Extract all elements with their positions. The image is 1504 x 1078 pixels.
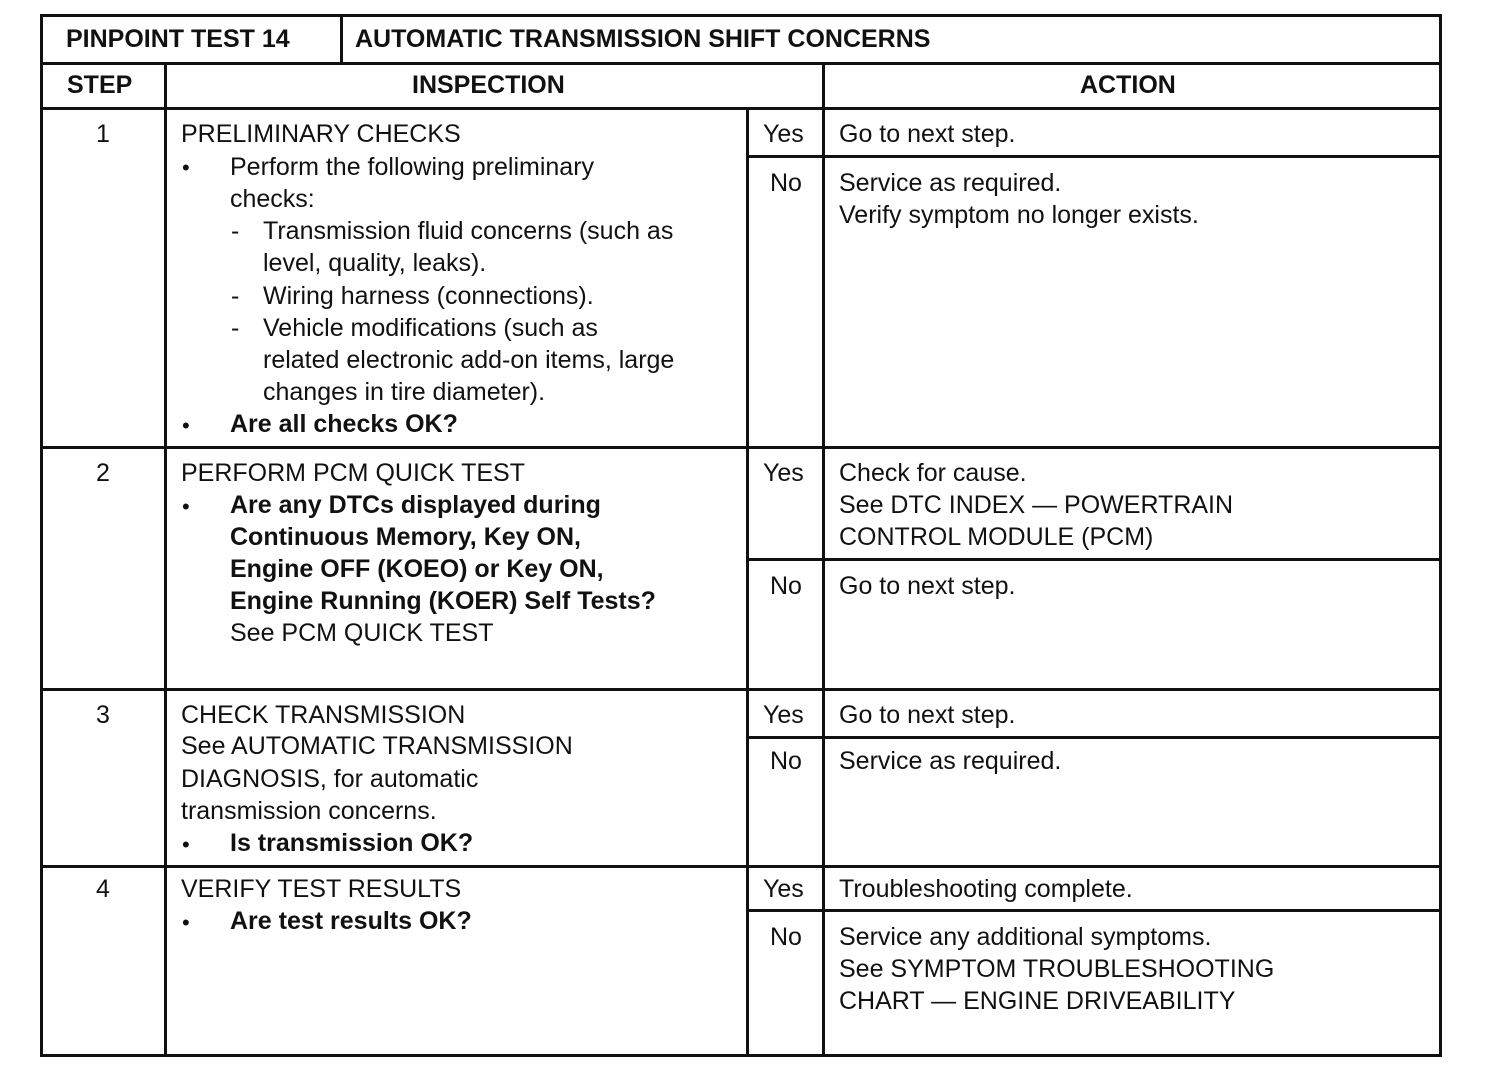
step1-bullet-2: • xyxy=(182,413,190,438)
step2-see-reference: See PCM QUICK TEST xyxy=(230,619,494,647)
rule-step2-yes-no xyxy=(748,558,1442,561)
step1-sub1-line1: Transmission fluid concerns (such as xyxy=(263,217,674,245)
step1-yes-action-1: Go to next step. xyxy=(839,120,1016,148)
rule-below-step3 xyxy=(40,865,1442,868)
column-header-action: ACTION xyxy=(1080,71,1176,99)
step2-question-line3: Engine OFF (KOEO) or Key ON, xyxy=(230,555,604,583)
rule-below-step1 xyxy=(40,446,1442,449)
step4-question: Are test results OK? xyxy=(230,907,472,935)
step-number-4: 4 xyxy=(96,875,110,903)
step1-question: Are all checks OK? xyxy=(230,410,458,438)
step2-question-line1: Are any DTCs displayed during xyxy=(230,491,601,519)
step2-title: PERFORM PCM QUICK TEST xyxy=(181,459,526,487)
pinpoint-test-title: AUTOMATIC TRANSMISSION SHIFT CONCERNS xyxy=(355,25,931,53)
step1-dash-3: - xyxy=(231,314,240,342)
step3-no-label: No xyxy=(770,747,802,775)
rule-answer-action xyxy=(822,62,825,1057)
step3-title: CHECK TRANSMISSION xyxy=(181,701,466,729)
step-number-2: 2 xyxy=(96,459,110,487)
step2-yes-action-2: See DTC INDEX — POWERTRAIN xyxy=(839,491,1234,519)
step2-yes-action-3: CONTROL MODULE (PCM) xyxy=(839,523,1154,551)
step4-title: VERIFY TEST RESULTS xyxy=(181,875,462,903)
step4-no-action-1: Service any additional symptoms. xyxy=(839,923,1212,951)
step1-bullet1-line1: Perform the following preliminary xyxy=(230,153,595,181)
step2-question-line4: Engine Running (KOER) Self Tests? xyxy=(230,587,656,615)
rule-below-title xyxy=(40,62,1442,65)
step3-body-line1: See AUTOMATIC TRANSMISSION xyxy=(181,732,573,760)
rule-step-column xyxy=(164,62,167,1057)
rule-title-divider xyxy=(340,14,343,64)
step1-dash-2: - xyxy=(231,282,240,310)
pinpoint-test-id: PINPOINT TEST 14 xyxy=(66,25,290,53)
step4-yes-label: Yes xyxy=(763,875,804,903)
rule-below-step2 xyxy=(40,688,1442,691)
step1-dash-1: - xyxy=(231,217,240,245)
step1-bullet1-line2: checks: xyxy=(230,185,315,213)
rule-step1-yes-no xyxy=(748,155,1442,158)
rule-step4-yes-no xyxy=(748,909,1442,912)
step4-no-label: No xyxy=(770,923,802,951)
step1-sub3-line2: related electronic add-on items, large xyxy=(263,346,675,374)
step4-no-action-3: CHART — ENGINE DRIVEABILITY xyxy=(839,987,1236,1015)
rule-step3-yes-no xyxy=(748,736,1442,739)
step2-bullet: • xyxy=(182,494,190,519)
step1-no-action-1: Service as required. xyxy=(839,169,1062,197)
step3-yes-action-1: Go to next step. xyxy=(839,701,1016,729)
step1-sub3-line1: Vehicle modifications (such as xyxy=(263,314,598,342)
step1-no-action-2: Verify symptom no longer exists. xyxy=(839,201,1199,229)
step2-yes-action-1: Check for cause. xyxy=(839,459,1027,487)
rule-below-column-headers xyxy=(40,107,1442,110)
step2-yes-label: Yes xyxy=(763,459,804,487)
step2-no-label: No xyxy=(770,572,802,600)
step2-question-line2: Continuous Memory, Key ON, xyxy=(230,523,581,551)
step3-yes-label: Yes xyxy=(763,701,804,729)
step2-no-action-1: Go to next step. xyxy=(839,572,1016,600)
step4-bullet: • xyxy=(182,910,190,935)
column-header-step: STEP xyxy=(67,71,133,99)
step3-body-line3: transmission concerns. xyxy=(181,797,437,825)
rule-inspection-answer xyxy=(746,107,749,1057)
column-header-inspection: INSPECTION xyxy=(412,71,565,99)
step1-bullet-1: • xyxy=(182,155,190,180)
step1-yes-label: Yes xyxy=(763,120,804,148)
step-number-1: 1 xyxy=(96,120,110,148)
step1-title: PRELIMINARY CHECKS xyxy=(181,120,461,148)
step1-sub2-line1: Wiring harness (connections). xyxy=(263,282,594,310)
step3-body-line2: DIAGNOSIS, for automatic xyxy=(181,765,479,793)
step4-no-action-2: See SYMPTOM TROUBLESHOOTING xyxy=(839,955,1275,983)
step1-sub1-line2: level, quality, leaks). xyxy=(263,249,487,277)
step3-bullet: • xyxy=(182,832,190,857)
step1-sub3-line3: changes in tire diameter). xyxy=(263,378,546,406)
step-number-3: 3 xyxy=(96,701,110,729)
step3-question: Is transmission OK? xyxy=(230,829,474,857)
step1-no-label: No xyxy=(770,169,802,197)
step4-yes-action-1: Troubleshooting complete. xyxy=(839,875,1133,903)
step3-no-action-1: Service as required. xyxy=(839,747,1062,775)
